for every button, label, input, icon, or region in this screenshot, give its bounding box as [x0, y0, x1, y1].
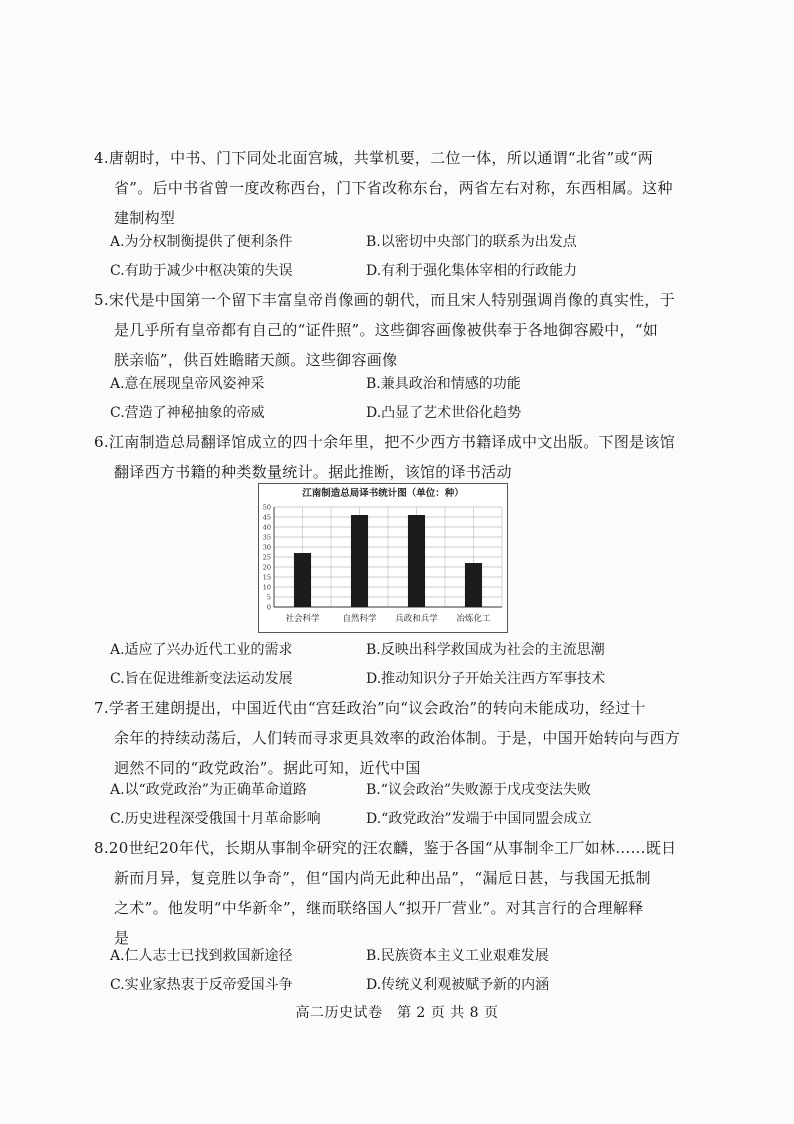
option-b: B.反映出科学救国成为社会的主流思潮 — [366, 642, 605, 658]
question-text-line: 7.学者王建朗提出，中国近代由“宫廷政治”向“议会政治”的转向未能成功，经过十 — [94, 699, 646, 717]
y-tick-label: 0 — [266, 603, 271, 612]
question-6 — [94, 427, 674, 487]
question-5 — [94, 285, 674, 375]
question-text-line: 迥然不同的“政党政治”。据此可知，近代中国 — [114, 759, 421, 777]
bar — [465, 563, 482, 607]
bar — [351, 515, 368, 607]
question-8 — [94, 833, 677, 953]
option-a: A.适应了兴办近代工业的需求 — [110, 642, 293, 658]
translation-bar-chart — [258, 483, 508, 633]
option-c: C.实业家热衷于反帝爱国斗争 — [110, 977, 293, 993]
question-text-line: 4.唐朝时，中书、门下同处北面宫城，共掌机要，二位一体，所以通谓“北省”或“两 — [94, 149, 654, 167]
y-tick-label: 10 — [262, 583, 271, 592]
question-text-line: 5.宋代是中国第一个留下丰富皇帝肖像画的朝代，而且宋人特别强调肖像的真实性，于 — [94, 291, 676, 309]
option-c: C.历史进程深受俄国十月革命影响 — [110, 811, 321, 827]
page-footer: 高二历史试卷 第 2 页 共 8 页 — [295, 1005, 499, 1021]
option-a: A.以“政党政治”为正确革命道路 — [110, 782, 307, 798]
y-tick-label: 25 — [262, 553, 271, 562]
option-c: C.旨在促进维新变法运动发展 — [110, 671, 293, 687]
question-8-options — [110, 942, 670, 1000]
x-tick-label: 兵政和兵学 — [395, 614, 438, 624]
y-tick-label: 30 — [262, 543, 271, 552]
option-d: D.有利于强化集体宰相的行政能力 — [366, 263, 578, 279]
y-tick-label: 45 — [262, 513, 271, 522]
question-7 — [94, 693, 681, 783]
option-c: C.有助于减少中枢决策的失误 — [110, 263, 293, 279]
bar — [294, 553, 311, 607]
option-b: B.民族资本主义工业艰难发展 — [366, 948, 549, 964]
question-text-line: 是几乎所有皇帝都有自己的“证件照”。这些御容画像被供奉于各地御容殿中，“如 — [114, 321, 659, 339]
question-text-line: 是 — [114, 929, 130, 947]
option-b: B.“议会政治”失败源于戊戌变法失败 — [366, 782, 592, 798]
option-b: B.以密切中央部门的联系为出发点 — [366, 234, 577, 250]
option-b: B.兼具政治和情感的功能 — [366, 376, 521, 392]
y-tick-label: 50 — [262, 503, 271, 512]
bar — [408, 515, 425, 607]
option-a: A.意在展现皇帝风姿神采 — [110, 376, 265, 392]
option-d: D.传统义利观被赋予新的内涵 — [366, 977, 550, 993]
question-text-line: 省”。后中书省曾一度改称西台，门下省改称东台，两省左右对称，东西相属。这种 — [114, 179, 673, 197]
y-tick-label: 35 — [262, 533, 271, 542]
question-text-line: 新而月异，复竞胜以争奇”，但“国内尚无此种出品”，“漏卮日甚，与我国无抵制 — [114, 869, 651, 887]
y-tick-label: 15 — [262, 573, 271, 582]
chart-title: 江南制造总局译书统计图（单位：种） — [302, 488, 464, 499]
question-5-options — [110, 370, 670, 428]
option-d: D.推动知识分子开始关注西方军事技术 — [366, 671, 606, 687]
question-4-options — [110, 228, 670, 286]
x-tick-label: 社会科学 — [285, 614, 320, 624]
option-a: A.仁人志士已找到救国新途径 — [110, 948, 293, 964]
question-7-options — [110, 776, 670, 834]
question-text-line: 余年的持续动荡后，人们转而寻求更具效率的政治体制。于是，中国开始转向与西方 — [114, 729, 681, 747]
y-tick-label: 20 — [262, 563, 271, 572]
y-tick-label: 5 — [266, 593, 271, 602]
question-6-options — [110, 636, 670, 694]
question-text-line: 6.江南制造总局翻译馆成立的四十余年里，把不少西方书籍译成中文出版。下图是该馆 — [94, 433, 676, 451]
question-text-line: 8.20世纪20年代，长期从事制伞研究的汪农麟，鉴于各国“从事制伞工厂如林……既日 — [94, 839, 677, 857]
option-d: D.凸显了艺术世俗化趋势 — [366, 405, 522, 421]
question-text-line: 建制构型 — [114, 209, 176, 227]
option-c: C.营造了神秘抽象的帝威 — [110, 405, 265, 421]
question-text-line: 翻译西方书籍的种类数量统计。据此推断，该馆的译书活动 — [114, 463, 512, 481]
y-tick-label: 40 — [262, 523, 271, 532]
chart-svg — [258, 483, 508, 633]
question-text-line: 朕亲临”，供百姓瞻睹天颜。这些御容画像 — [114, 351, 398, 369]
option-d: D.“政党政治”发端于中国同盟会成立 — [366, 811, 592, 827]
x-tick-label: 自然科学 — [342, 614, 377, 624]
question-4 — [94, 143, 674, 233]
question-text-line: 之术”。他发明“中华新伞”，继而联络国人“拟开厂营业”。对其言行的合理解释 — [114, 899, 644, 917]
x-tick-label: 冶炼化工 — [456, 614, 491, 624]
option-a: A.为分权制衡提供了便利条件 — [110, 234, 293, 250]
